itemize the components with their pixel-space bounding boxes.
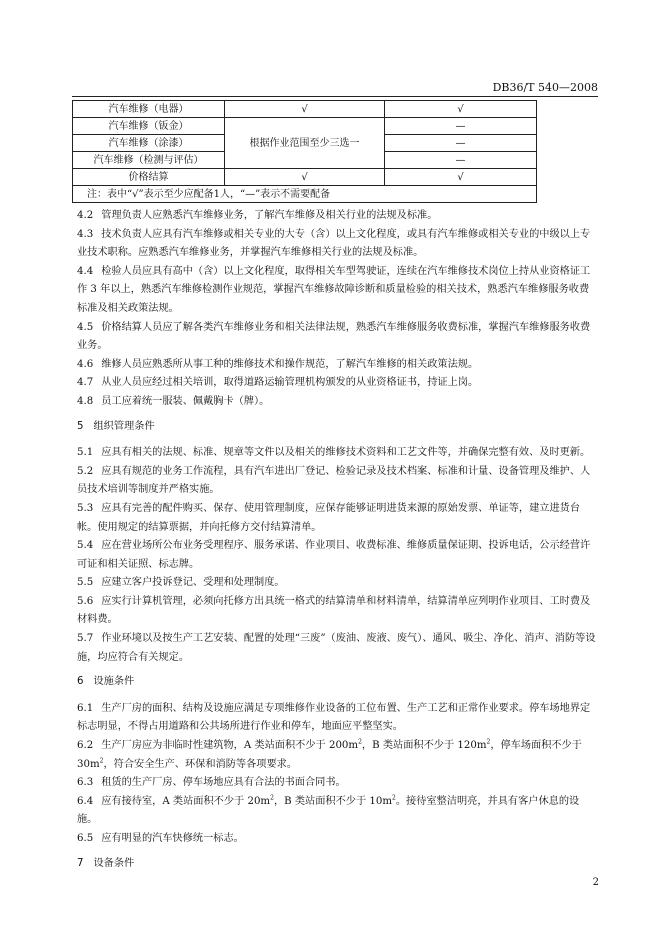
table-cell-item: 价格结算	[73, 169, 225, 186]
clause-4-6: 4.6 维修人员应熟悉所从事工种的维修技术和操作规范，了解汽车维修的相关政策法规。	[77, 358, 479, 370]
table-cell-item: 汽车维修（涂漆）	[73, 135, 225, 152]
section-heading-5: 5 组织管理条件	[77, 420, 155, 432]
clause-5-2: 5.2 应具有规范的业务工作流程，具有汽车进出厂登记、检验记录及技术档案、标准和计量、设备管理及维护、人员技术培训等制度并严格实施。	[77, 465, 591, 496]
clause-4-8: 4.8 员工应着统一服装、佩戴胸卡（牌）。	[77, 395, 270, 407]
clause-4-2: 4.2 管理负责人应熟悉汽车维修业务，了解汽车维修及相关行业的法规及标准。	[77, 210, 438, 221]
document-body	[77, 207, 598, 881]
clause-5-7: 5.7 作业环境以及按生产工艺安装、配置的处理“三废”（废油、废液、废气）、通风、吸尘、净化、消声、消防等设施，均应符合有关规定。	[77, 633, 596, 663]
clause-4-7: 4.7 从业人员应经过相关培训，取得道路运输管理机构颁发的从业资格证书，持证上岗。	[77, 377, 479, 389]
table-cell-mid: √	[225, 101, 385, 118]
table-cell-item: 汽车维修（电器）	[73, 101, 225, 118]
table-cell-right: —	[385, 152, 537, 169]
clause-4-3: 4.3 技术负责人应具有汽车维修或相关专业的大专（含）以上文化程度，或具有汽车维修或相关专业的中级以上专业技术职称。应熟悉汽车维修业务，并掌握汽车维修相关行业的法规及标准。	[77, 228, 591, 259]
table-row	[73, 101, 537, 118]
clause-5-5: 5.5 应建立客户投诉登记、受理和处理制度。	[77, 577, 285, 589]
clause-4-5: 4.5 价格结算人员应了解各类汽车维修业务和相关法律法规，熟悉汽车维修服务收费标准，掌握汽车维修服务收费业务。	[77, 321, 591, 352]
section-heading-7: 7 设备条件	[77, 857, 135, 869]
table-row	[73, 169, 537, 186]
table-cell-right: —	[385, 118, 537, 135]
clause-5-6: 5.6 应实行计算机管理，必须向托修方出具统一格式的结算清单和材料清单，结算清单应列明作业项目、工时费及材料费。	[77, 595, 591, 626]
staff-requirement-table	[72, 100, 537, 203]
table-cell-right: √	[385, 169, 537, 186]
table-note: 注：表中“√”表示至少应配备1人，“—”表示不需要配备	[73, 186, 537, 203]
table-cell-item: 汽车维修（钣金）	[73, 118, 225, 135]
clause-6-2: 6.2 生产厂房应为非临时性建筑物，A 类站面积不少于 $200m^2$，B 类站面积不少于 $120m^2$，停车场面积不少于 $30m^2$，符合安全生产、环保和消防等各项要求。	[77, 738, 582, 770]
table-cell-item: 汽车维修（检测与评估）	[73, 152, 225, 169]
page-number: 2	[592, 877, 599, 888]
table-row	[73, 118, 537, 135]
clause-6-4: 6.4 应有接待室，A 类站面积不少于 $20m^2$，B 类站面积不少于 $10m^2$。接待室整洁明亮，并具有客户休息的设施。	[77, 794, 580, 826]
clause-6-3: 6.3 租赁的生产厂房、停车场地应具有合法的书面合同书。	[77, 777, 346, 789]
clause-4-4: 4.4 检验人员应具有高中（含）以上文化程度，取得相关车型驾驶证，连续在汽车维修技术岗位上持从业资格证工作 3 年以上，熟悉汽车维修检测作业规范，掌握汽车维修故障诊断和质量检验的相关技术，熟悉汽车维修服务收费标准及相关政策法规。	[77, 265, 591, 314]
table-note-row	[73, 186, 537, 203]
table-cell-merged: 根据作业范围至少三选一	[225, 118, 385, 169]
clause-6-5: 6.5 应有明显的汽车快修统一标志。	[77, 833, 244, 844]
table-cell-mid: √	[225, 169, 385, 186]
table-cell-right: —	[385, 135, 537, 152]
standard-code: DB36/T 540—2008	[492, 81, 598, 94]
header-rule	[72, 96, 598, 97]
clause-5-4: 5.4 应在营业场所公布业务受理程序、服务承诺、作业项目、收费标准、维修质量保证期、投诉电话，公示经营许可证和相关证照、标志牌。	[77, 540, 591, 570]
clause-5-1: 5.1 应具有相关的法规、标准、规章等文件以及相关的维修技术资料和工艺文件等，并确保完整有效、及时更新。	[77, 447, 591, 459]
clause-5-3: 5.3 应具有完善的配件购买、保存、使用管理制度，应保存能够证明进货来源的原始发票、单证等，建立进货台帐。使用规定的结算票据，并向托修方交付结算清单。	[77, 502, 581, 533]
clause-6-1: 6.1 生产厂房的面积、结构及设施应满足专项维修作业设备的工位布置、生产工艺和正常作业要求。停车场地界定标志明显，不得占用道路和公共场所进行作业和停车，地面应平整坚实。	[77, 702, 591, 733]
table-cell-right: √	[385, 101, 537, 118]
section-heading-6: 6 设施条件	[77, 676, 135, 688]
